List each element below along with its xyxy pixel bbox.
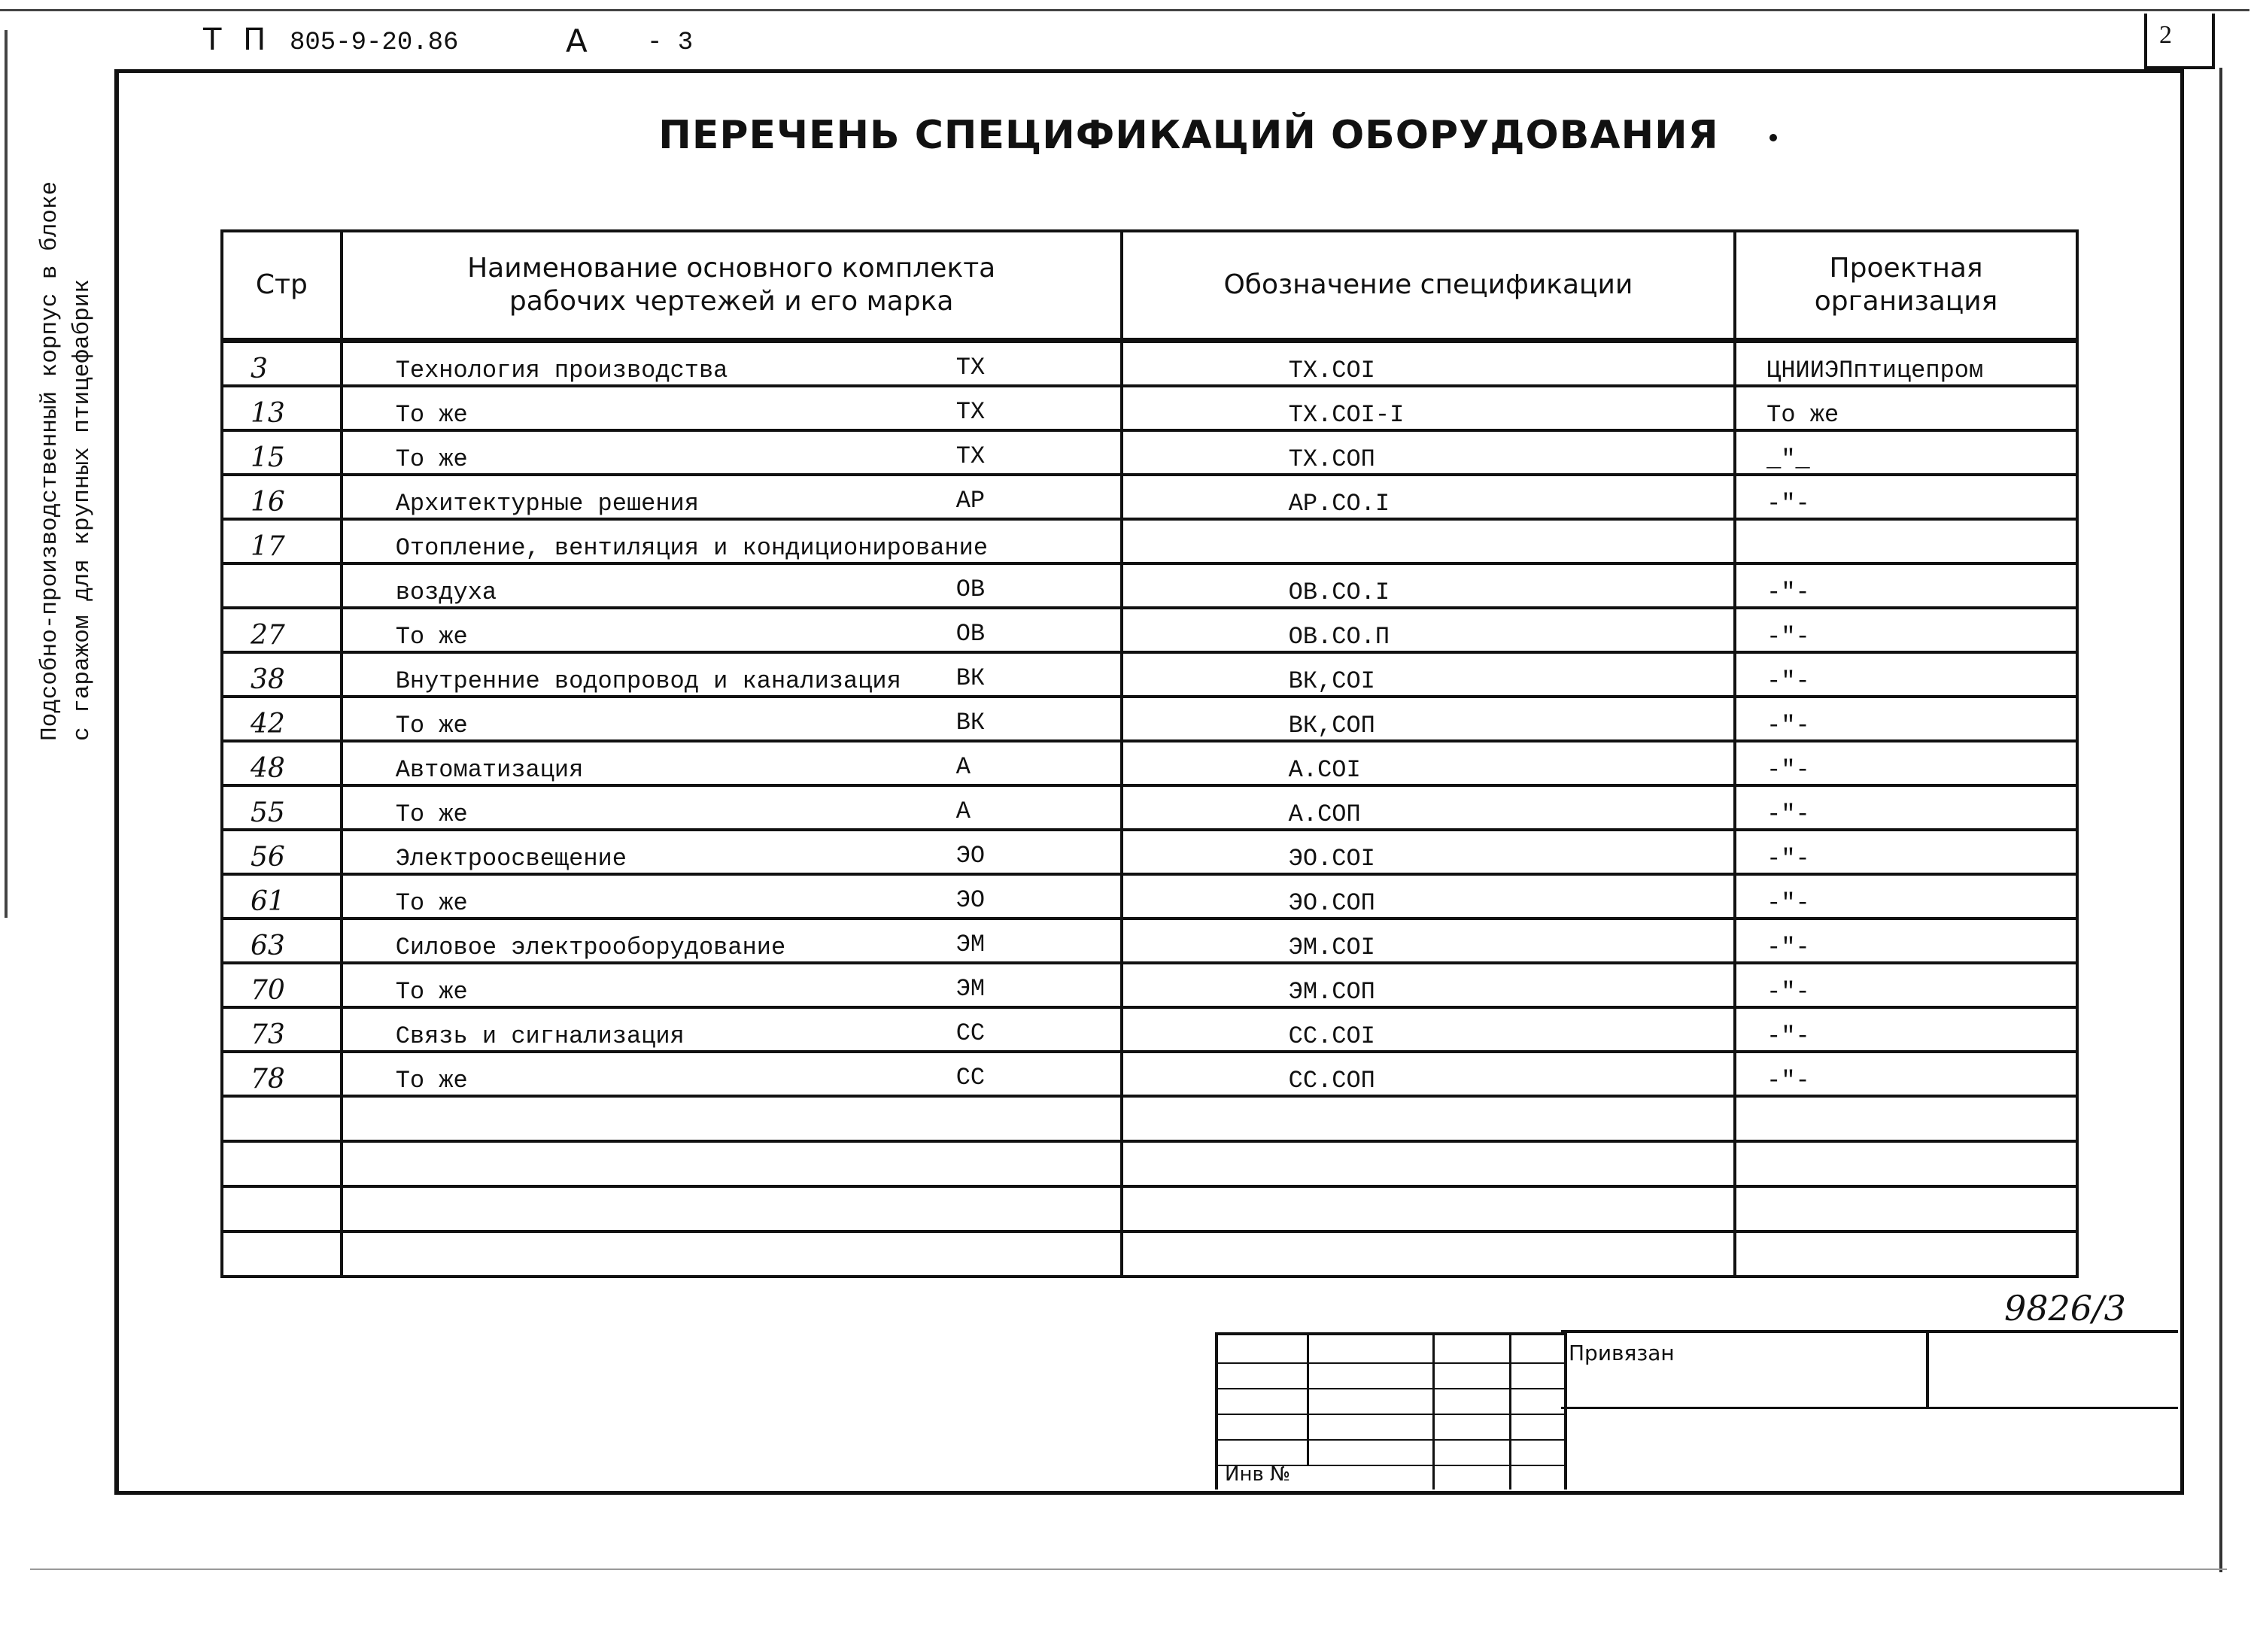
table-row xyxy=(222,652,2077,697)
row-mark: ЭО xyxy=(955,886,986,914)
row-name-cell xyxy=(342,519,1122,563)
blank-cell xyxy=(222,1186,342,1231)
table-row xyxy=(222,563,2077,608)
row-mark: ОВ xyxy=(955,575,986,603)
row-page: 56 xyxy=(222,830,342,874)
row-designation: ТХ.СОI xyxy=(1122,341,1735,387)
page-number-box xyxy=(2144,14,2215,69)
row-designation: ТХ.СОП xyxy=(1122,430,1735,475)
row-mark: ВК xyxy=(955,664,986,692)
row-organization: То же xyxy=(1735,386,2077,430)
row-designation xyxy=(1122,519,1735,563)
row-name: Силовое электрооборудование xyxy=(395,934,786,961)
sheet-code: 9826/3 xyxy=(2004,1288,2126,1329)
blank-cell xyxy=(342,1186,1122,1231)
header-org-line-2: организация xyxy=(1814,286,1998,317)
header-name-line-1: Наименование основного комплекта xyxy=(467,253,996,284)
row-organization: ЦНИИЭПптицепром xyxy=(1735,341,2077,387)
row-name-cell xyxy=(342,652,1122,697)
row-name: Электроосвещение xyxy=(395,845,627,873)
row-name-cell xyxy=(342,386,1122,430)
row-page: 13 xyxy=(222,386,342,430)
header-org-line-1: Проектная xyxy=(1829,253,1983,284)
row-name-cell xyxy=(342,874,1122,919)
row-page: 73 xyxy=(222,1007,342,1052)
blank-row xyxy=(222,1096,2077,1141)
row-organization: -"- xyxy=(1735,652,2077,697)
row-organization: -"- xyxy=(1735,608,2077,652)
row-mark: ОВ xyxy=(955,620,986,648)
blank-cell xyxy=(342,1141,1122,1186)
row-designation: ОВ.СО.I xyxy=(1122,563,1735,608)
row-designation: ЭМ.СОП xyxy=(1122,963,1735,1007)
stamp-grid-line xyxy=(1218,1362,1564,1364)
row-designation: ЭМ.СОI xyxy=(1122,919,1735,963)
row-mark: ЭМ xyxy=(955,931,986,958)
row-page: 27 xyxy=(222,608,342,652)
row-designation: ВК,СОП xyxy=(1122,697,1735,741)
row-name: То же xyxy=(395,978,468,1006)
row-name-cell xyxy=(342,341,1122,387)
header-organization xyxy=(1735,231,2077,341)
blank-cell xyxy=(1122,1141,1735,1186)
side-caption-line-2: с гаражом для крупных птицефабрик xyxy=(69,279,96,741)
row-name: Автоматизация xyxy=(395,756,584,784)
table-header-row xyxy=(222,231,2077,341)
row-page: 55 xyxy=(222,785,342,830)
row-mark: СС xyxy=(955,1064,986,1092)
row-mark: СС xyxy=(955,1019,986,1047)
blank-cell xyxy=(1122,1096,1735,1141)
row-page: 15 xyxy=(222,430,342,475)
row-mark: ТХ xyxy=(955,354,986,381)
row-designation: АР.СО.I xyxy=(1122,475,1735,519)
row-page: 16 xyxy=(222,475,342,519)
row-organization xyxy=(1735,519,2077,563)
row-page: 63 xyxy=(222,919,342,963)
row-name-cell xyxy=(342,1007,1122,1052)
table-row xyxy=(222,830,2077,874)
row-name-cell xyxy=(342,697,1122,741)
side-caption-line-1: Подсобно-производственный корпус в блоке xyxy=(37,181,63,741)
row-name-cell xyxy=(342,563,1122,608)
row-page xyxy=(222,563,342,608)
blank-row xyxy=(222,1186,2077,1231)
table-row xyxy=(222,430,2077,475)
blank-cell xyxy=(1122,1186,1735,1231)
row-page: 17 xyxy=(222,519,342,563)
stamp-grid-line xyxy=(1509,1335,1511,1490)
blank-cell xyxy=(342,1231,1122,1277)
row-organization: -"- xyxy=(1735,1007,2077,1052)
header-page: Стр xyxy=(222,231,342,341)
blank-cell xyxy=(222,1096,342,1141)
row-mark: ТХ xyxy=(955,442,986,470)
row-name: Внутренние водопровод и канализация xyxy=(395,667,901,695)
table-row xyxy=(222,608,2077,652)
row-designation: А.СОI xyxy=(1122,741,1735,785)
page-number: 2 xyxy=(2159,21,2172,49)
blank-cell xyxy=(1735,1141,2077,1186)
table-row xyxy=(222,386,2077,430)
stamp-grid-line xyxy=(1307,1335,1309,1465)
row-name-cell xyxy=(342,608,1122,652)
top-border-line xyxy=(0,9,2249,11)
bottom-edge-line xyxy=(30,1568,2227,1570)
blank-cell xyxy=(222,1231,342,1277)
document-title: ПЕРЕЧЕНЬ СПЕЦИФИКАЦИЙ ОБОРУДОВАНИЯ xyxy=(658,113,1719,158)
binding-separator xyxy=(1926,1332,1929,1407)
project-number: 805-9-20.86 xyxy=(290,29,459,57)
row-organization: -"- xyxy=(1735,1052,2077,1096)
row-name-cell xyxy=(342,1052,1122,1096)
row-organization: -"- xyxy=(1735,563,2077,608)
row-page: 70 xyxy=(222,963,342,1007)
row-name: То же xyxy=(395,1067,468,1095)
table-row xyxy=(222,963,2077,1007)
row-organization: -"- xyxy=(1735,785,2077,830)
row-designation: А.СОП xyxy=(1122,785,1735,830)
album-number: - 3 xyxy=(647,29,694,57)
table-row xyxy=(222,341,2077,387)
row-organization: -"- xyxy=(1735,963,2077,1007)
row-organization: _"_ xyxy=(1735,430,2077,475)
table-row xyxy=(222,1007,2077,1052)
blank-cell xyxy=(1735,1231,2077,1277)
row-name-cell xyxy=(342,963,1122,1007)
row-name: То же xyxy=(395,712,468,739)
row-mark: АР xyxy=(955,487,986,515)
blank-cell xyxy=(1122,1231,1735,1277)
inventory-number-label: Инв № xyxy=(1225,1463,1291,1486)
row-designation: ТХ.СОI-I xyxy=(1122,386,1735,430)
header-designation: Обозначение спецификации xyxy=(1122,231,1735,341)
row-name: Связь и сигнализация xyxy=(395,1022,685,1050)
row-page: 38 xyxy=(222,652,342,697)
blank-row xyxy=(222,1231,2077,1277)
table-row xyxy=(222,919,2077,963)
row-name-cell xyxy=(342,430,1122,475)
row-name-cell xyxy=(342,830,1122,874)
row-designation: ЭО.СОП xyxy=(1122,874,1735,919)
ink-dot xyxy=(1769,134,1777,141)
row-organization: -"- xyxy=(1735,697,2077,741)
row-mark: ЭО xyxy=(955,842,986,870)
stamp-grid-line xyxy=(1432,1335,1435,1490)
table-row xyxy=(222,741,2077,785)
row-name: То же xyxy=(395,401,468,429)
blank-cell xyxy=(1735,1096,2077,1141)
blank-cell xyxy=(342,1096,1122,1141)
table-body xyxy=(222,341,2077,1277)
row-page: 78 xyxy=(222,1052,342,1096)
row-designation: СС.СОП xyxy=(1122,1052,1735,1096)
row-mark: А xyxy=(955,753,971,781)
row-name: То же xyxy=(395,445,468,473)
album-letter: А xyxy=(566,23,588,59)
project-code-prefix: Т П xyxy=(203,23,272,57)
row-name-cell xyxy=(342,785,1122,830)
header-name xyxy=(342,231,1122,341)
row-name: То же xyxy=(395,800,468,828)
blank-cell xyxy=(222,1141,342,1186)
table-row xyxy=(222,519,2077,563)
table-row xyxy=(222,475,2077,519)
binding-divider xyxy=(1561,1407,2178,1409)
table-row xyxy=(222,1052,2077,1096)
row-page: 3 xyxy=(222,341,342,387)
row-mark: ВК xyxy=(955,709,986,736)
row-name: Технология производства xyxy=(395,357,728,384)
table-row xyxy=(222,697,2077,741)
bound-label: Привязан xyxy=(1569,1341,1675,1365)
blank-cell xyxy=(1735,1186,2077,1231)
row-name-cell xyxy=(342,919,1122,963)
side-caption xyxy=(34,181,99,741)
row-organization: -"- xyxy=(1735,741,2077,785)
row-mark: ТХ xyxy=(955,398,986,426)
row-page: 42 xyxy=(222,697,342,741)
row-designation: СС.СОI xyxy=(1122,1007,1735,1052)
row-name: То же xyxy=(395,889,468,917)
header-name-line-2: рабочих чертежей и его марка xyxy=(509,286,954,317)
row-page: 48 xyxy=(222,741,342,785)
right-edge-line xyxy=(2219,68,2222,1572)
row-designation: ВК,СОI xyxy=(1122,652,1735,697)
row-organization: -"- xyxy=(1735,919,2077,963)
row-name: Архитектурные решения xyxy=(395,490,699,518)
blank-row xyxy=(222,1141,2077,1186)
row-mark: ЭМ xyxy=(955,975,986,1003)
stamp-grid-line xyxy=(1218,1414,1564,1415)
row-name-cell xyxy=(342,475,1122,519)
stamp-grid-line xyxy=(1218,1388,1564,1389)
row-name-cell xyxy=(342,741,1122,785)
row-organization: -"- xyxy=(1735,830,2077,874)
row-organization: -"- xyxy=(1735,874,2077,919)
specification-table xyxy=(220,229,2079,1278)
row-designation: ЭО.СОI xyxy=(1122,830,1735,874)
row-organization: -"- xyxy=(1735,475,2077,519)
row-name: Отопление, вентиляция и кондиционирование xyxy=(395,534,989,562)
row-mark: А xyxy=(955,797,971,825)
row-designation: ОВ.СО.П xyxy=(1122,608,1735,652)
row-name: воздуха xyxy=(395,579,497,606)
row-name: То же xyxy=(395,623,468,651)
row-page: 61 xyxy=(222,874,342,919)
left-edge-line xyxy=(5,30,8,918)
table-row xyxy=(222,785,2077,830)
table-row xyxy=(222,874,2077,919)
stamp-grid-line xyxy=(1218,1439,1564,1441)
